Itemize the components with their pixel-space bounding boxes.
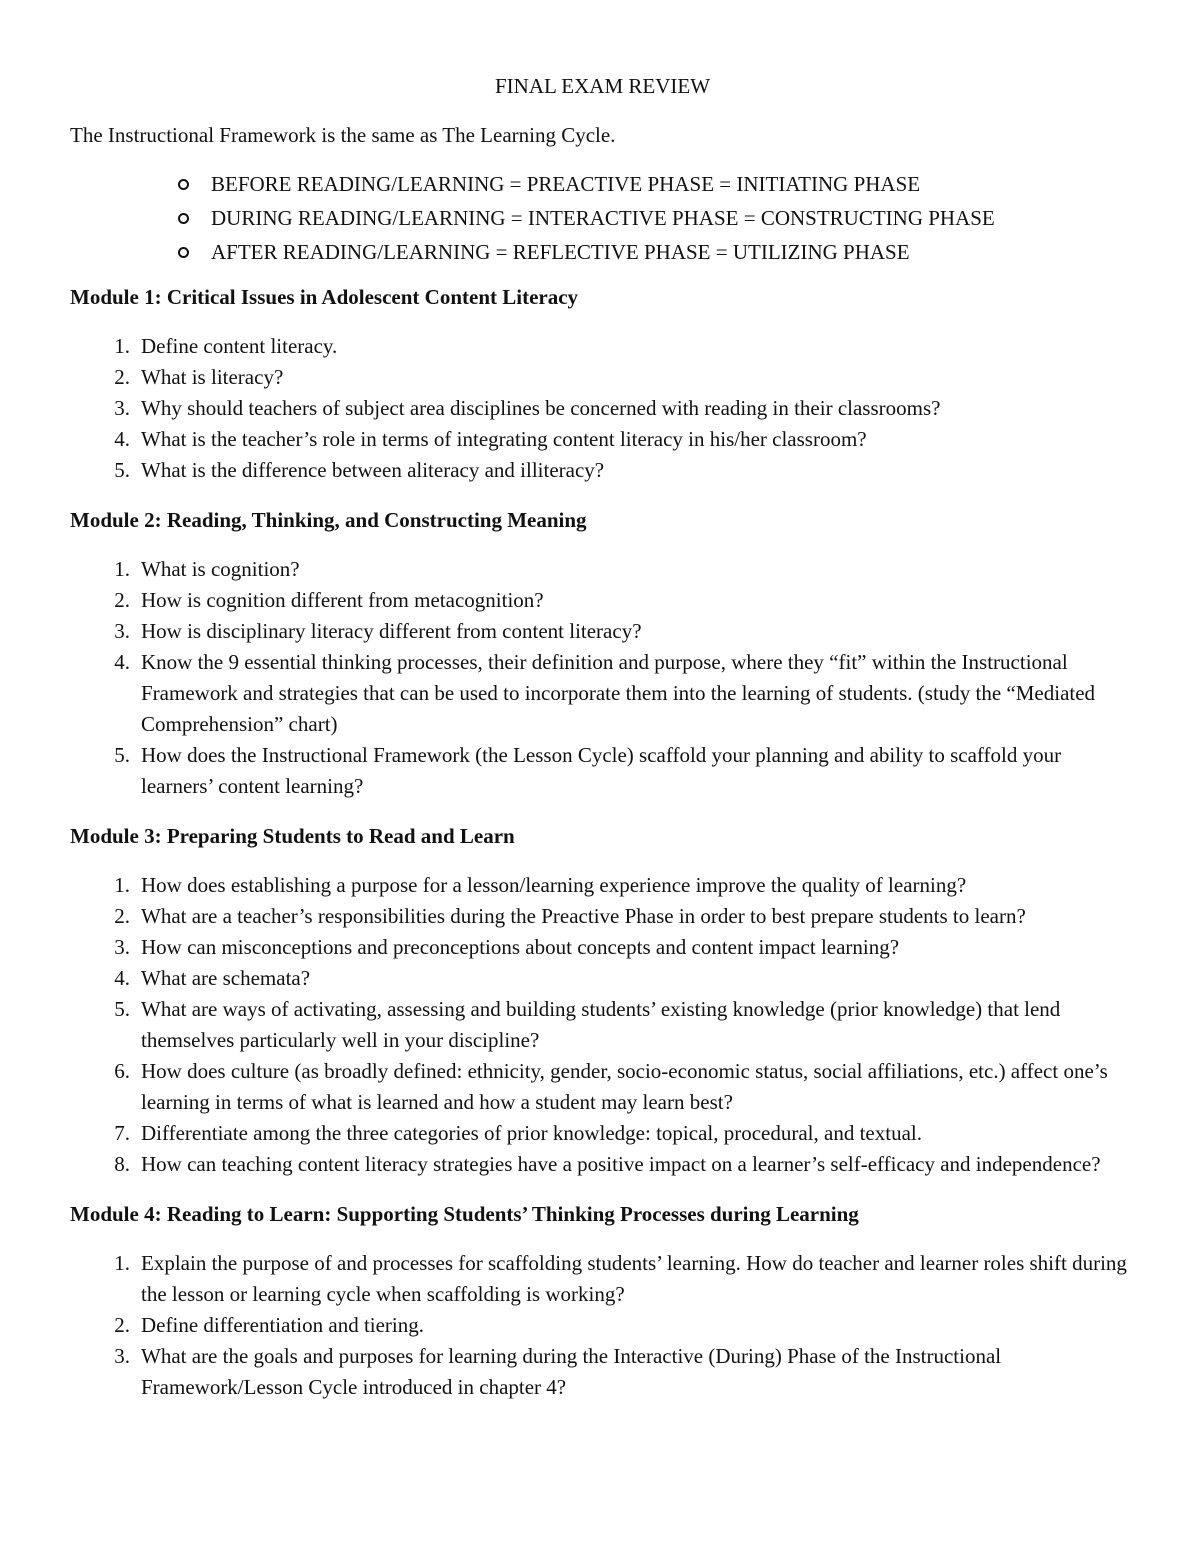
question-number: 2. xyxy=(114,365,130,389)
phase-text: AFTER READING/LEARNING = REFLECTIVE PHASE = UTILIZING PHASE xyxy=(211,240,910,264)
question-item xyxy=(70,647,1135,740)
question-number: 1. xyxy=(114,334,130,358)
question-list xyxy=(70,554,1135,802)
question-number: 5. xyxy=(114,743,130,767)
question-number: 5. xyxy=(114,997,130,1021)
hollow-bullet-icon xyxy=(178,247,189,258)
question-number: 1. xyxy=(114,1251,130,1275)
document-title: FINAL EXAM REVIEW xyxy=(494,74,711,98)
question-item xyxy=(70,963,1135,994)
question-list xyxy=(70,331,1135,486)
question-text: What are a teacher’s responsibilities during the Preactive Phase in order to best prepare students to learn? xyxy=(141,904,1026,928)
module-3-section xyxy=(70,822,1135,1180)
question-item xyxy=(70,1118,1135,1149)
question-text: How can misconceptions and preconceptions about concepts and content impact learning? xyxy=(141,935,900,959)
question-number: 2. xyxy=(114,1313,130,1337)
question-list xyxy=(70,870,1135,1180)
phase-list xyxy=(70,167,1135,269)
module-4-section xyxy=(70,1200,1135,1403)
module-heading: Module 4: Reading to Learn: Supporting Students’ Thinking Processes during Learning xyxy=(70,1202,859,1226)
question-item xyxy=(70,740,1135,802)
phase-item xyxy=(70,201,1135,235)
question-text: What is cognition? xyxy=(141,557,300,581)
question-item xyxy=(70,1056,1135,1118)
hollow-bullet-icon xyxy=(178,213,189,224)
question-number: 3. xyxy=(114,1344,130,1368)
question-item xyxy=(70,1310,1135,1341)
question-item xyxy=(70,1149,1135,1180)
question-text: What are ways of activating, assessing and building students’ existing knowledge (prior knowledge) that lend themselves particularly well in your discipline? xyxy=(141,997,1061,1052)
module-heading: Module 3: Preparing Students to Read and Learn xyxy=(70,824,515,848)
question-list xyxy=(70,1248,1135,1403)
question-item xyxy=(70,554,1135,585)
question-text: What are the goals and purposes for learning during the Interactive (During) Phase of the Instructional Framework/Lesson Cycle introduced in chapter 4? xyxy=(141,1344,1002,1399)
question-item xyxy=(70,424,1135,455)
question-number: 2. xyxy=(114,588,130,612)
question-text: How is disciplinary literacy different from content literacy? xyxy=(141,619,642,643)
question-text: How does the Instructional Framework (the Lesson Cycle) scaffold your planning and ability to scaffold your learners’ content learning? xyxy=(141,743,1062,798)
question-number: 4. xyxy=(114,650,130,674)
module-heading: Module 1: Critical Issues in Adolescent Content Literacy xyxy=(70,285,579,309)
question-text: Explain the purpose of and processes for scaffolding students’ learning. How do teacher and learner roles shift during the lesson or learning cycle when scaffolding is working? xyxy=(141,1251,1127,1306)
question-number: 3. xyxy=(114,619,130,643)
question-text: Know the 9 essential thinking processes, their definition and purpose, where they “fit” within the Instructional Framework and strategies that can be used to incorporate them into the learning of students. (study the “Mediated Comprehension” chart) xyxy=(141,650,1096,736)
question-item xyxy=(70,901,1135,932)
question-text: What is literacy? xyxy=(141,365,284,389)
question-item xyxy=(70,1248,1135,1310)
question-item xyxy=(70,362,1135,393)
question-number: 6. xyxy=(114,1059,130,1083)
question-number: 3. xyxy=(114,935,130,959)
question-number: 2. xyxy=(114,904,130,928)
question-item xyxy=(70,331,1135,362)
question-text: How does culture (as broadly defined: ethnicity, gender, socio-economic status, social affiliations, etc.) affect one’s learning in terms of what is learned and how a student may learn best? xyxy=(141,1059,1108,1114)
question-number: 5. xyxy=(114,458,130,482)
question-number: 4. xyxy=(114,427,130,451)
question-number: 4. xyxy=(114,966,130,990)
phase-item xyxy=(70,235,1135,269)
phase-text: DURING READING/LEARNING = INTERACTIVE PHASE = CONSTRUCTING PHASE xyxy=(211,206,995,230)
question-text: How is cognition different from metacognition? xyxy=(141,588,544,612)
module-1-section xyxy=(70,283,1135,486)
question-text: What is the teacher’s role in terms of integrating content literacy in his/her classroom? xyxy=(141,427,867,451)
phase-text: BEFORE READING/LEARNING = PREACTIVE PHASE = INITIATING PHASE xyxy=(211,172,921,196)
question-number: 1. xyxy=(114,557,130,581)
question-text: Define differentiation and tiering. xyxy=(141,1313,425,1337)
question-text: How does establishing a purpose for a lesson/learning experience improve the quality of learning? xyxy=(141,873,967,897)
document-page xyxy=(70,72,1135,1423)
question-item xyxy=(70,932,1135,963)
intro-text: The Instructional Framework is the same as The Learning Cycle. xyxy=(70,123,616,147)
question-number: 3. xyxy=(114,396,130,420)
phase-item xyxy=(70,167,1135,201)
question-item xyxy=(70,1341,1135,1403)
question-text: Differentiate among the three categories of prior knowledge: topical, procedural, and textual. xyxy=(141,1121,922,1145)
question-text: What is the difference between aliteracy and illiteracy? xyxy=(141,458,605,482)
module-heading: Module 2: Reading, Thinking, and Constructing Meaning xyxy=(70,508,587,532)
question-item xyxy=(70,616,1135,647)
question-item xyxy=(70,393,1135,424)
question-item xyxy=(70,585,1135,616)
question-item xyxy=(70,994,1135,1056)
question-number: 8. xyxy=(114,1152,130,1176)
question-number: 1. xyxy=(114,873,130,897)
question-item xyxy=(70,455,1135,486)
question-number: 7. xyxy=(114,1121,130,1145)
hollow-bullet-icon xyxy=(178,179,189,190)
question-text: What are schemata? xyxy=(141,966,311,990)
module-2-section xyxy=(70,506,1135,802)
question-text: Why should teachers of subject area disciplines be concerned with reading in their classrooms? xyxy=(141,396,941,420)
question-text: How can teaching content literacy strategies have a positive impact on a learner’s self-efficacy and independence? xyxy=(141,1152,1101,1176)
question-text: Define content literacy. xyxy=(141,334,338,358)
question-item xyxy=(70,870,1135,901)
